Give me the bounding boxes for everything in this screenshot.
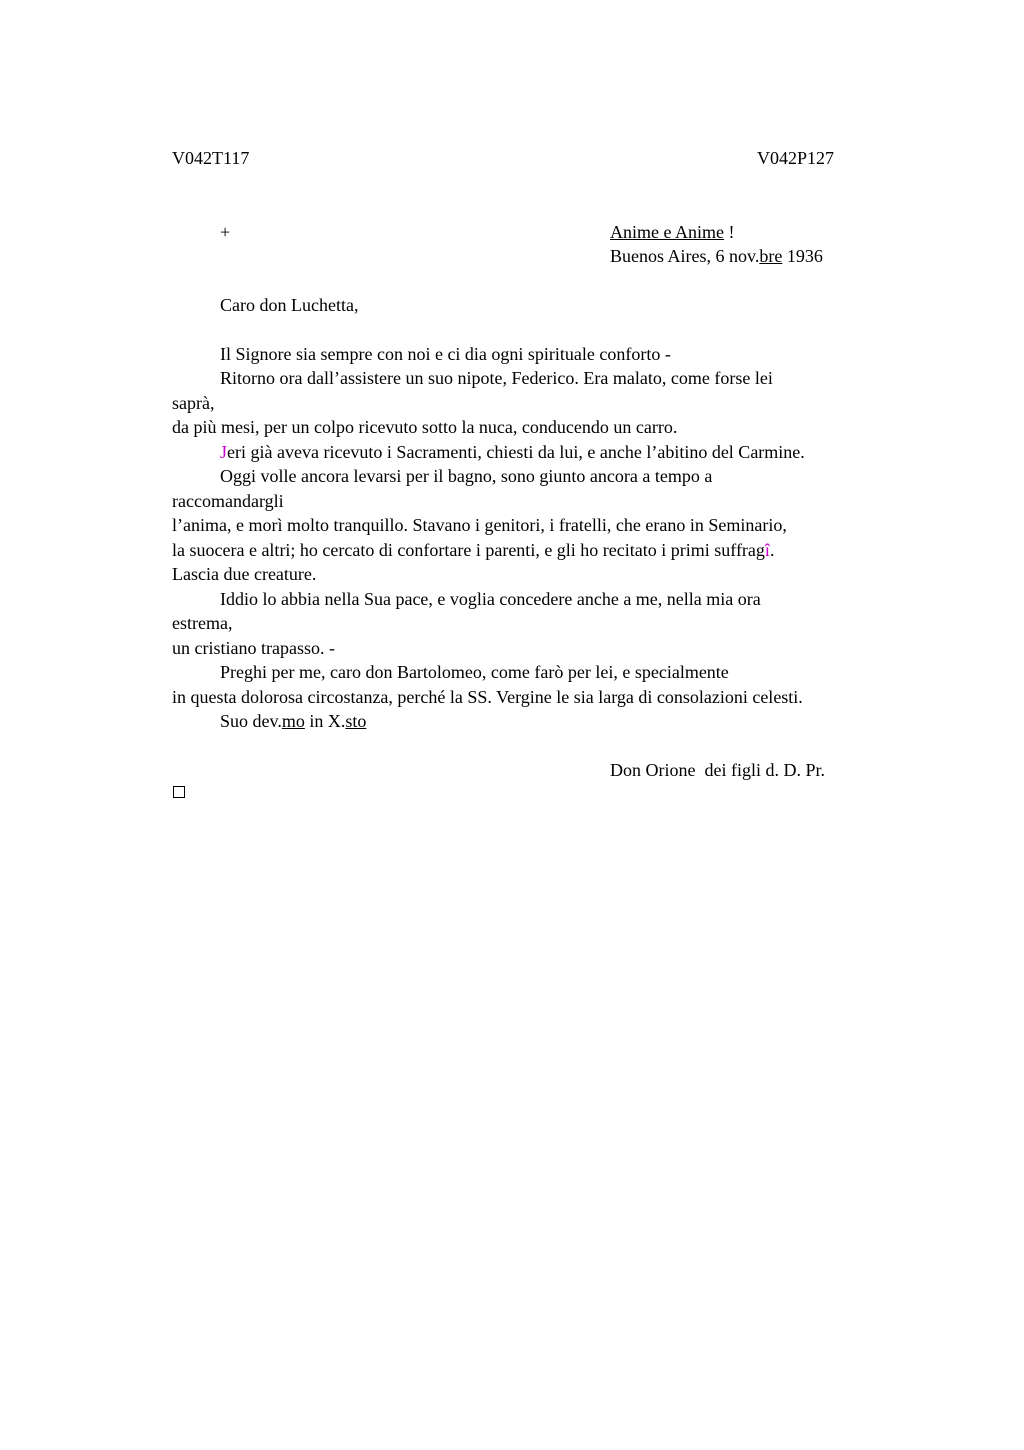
body-line: da più mesi, per un colpo ricevuto sotto la nuca, conducendo un carro. xyxy=(172,417,678,437)
signature: Don Orione dei figli d. D. Pr. xyxy=(610,760,825,780)
body-line: un cristiano trapasso. - xyxy=(172,638,335,658)
body-line: l’anima, e morì molto tranquillo. Stavano i genitori, i fratelli, che erano in Seminario, xyxy=(172,515,787,535)
checkbox-square-icon xyxy=(173,786,185,798)
closing-mid: in X. xyxy=(304,711,346,731)
body-line: Lascia due creature. xyxy=(172,564,317,584)
body-line: raccomandargli xyxy=(172,491,284,511)
document-code-left: V042T117 xyxy=(172,148,250,168)
body-line-rest: eri già aveva ricevuto i Sacramenti, chiesti da lui, e anche l’abitino del Carmine. xyxy=(227,442,805,462)
body-line: estrema, xyxy=(172,613,233,633)
body-line-post: . xyxy=(769,540,775,560)
body-marked-char: î xyxy=(764,540,770,560)
body-line-pre: la suocera e altri; ho cercato di confortare i parenti, e gli ho recitato i primi suffrag xyxy=(172,540,765,560)
dateline-prefix: Buenos Aires, 6 nov. xyxy=(610,246,760,266)
body-line: Ritorno ora dall’assistere un suo nipote, Federico. Era malato, come forse lei xyxy=(220,368,773,388)
cross-mark: + xyxy=(220,222,231,242)
motto-suffix: ! xyxy=(723,222,735,242)
body-line xyxy=(220,440,805,464)
document-code-right: V042P127 xyxy=(757,148,835,168)
dateline xyxy=(610,244,823,268)
body-line: Il Signore sia sempre con noi e ci dia ogni spirituale conforto - xyxy=(220,344,671,364)
body-initial-marked: J xyxy=(220,442,228,462)
closing-sto: sto xyxy=(345,711,367,731)
body-line: Iddio lo abbia nella Sua pace, e voglia concedere anche a me, nella mia ora xyxy=(220,589,761,609)
body-line: in questa dolorosa circostanza, perché la SS. Vergine le sia larga di consolazioni celesti. xyxy=(172,687,803,707)
dateline-abbr: bre xyxy=(759,246,783,266)
body-line: saprà, xyxy=(172,393,215,413)
salutation: Caro don Luchetta, xyxy=(220,295,359,315)
dateline-year: 1936 xyxy=(782,246,823,266)
closing xyxy=(220,709,366,733)
motto-text: Anime e Anime xyxy=(610,222,724,242)
motto xyxy=(610,220,734,244)
body-line: Oggi volle ancora levarsi per il bagno, sono giunto ancora a tempo a xyxy=(220,466,713,486)
body-line xyxy=(172,538,774,562)
closing-mo: mo xyxy=(281,711,305,731)
body-line: Preghi per me, caro don Bartolomeo, come farò per lei, e specialmente xyxy=(220,662,729,682)
closing-pre: Suo dev. xyxy=(220,711,282,731)
